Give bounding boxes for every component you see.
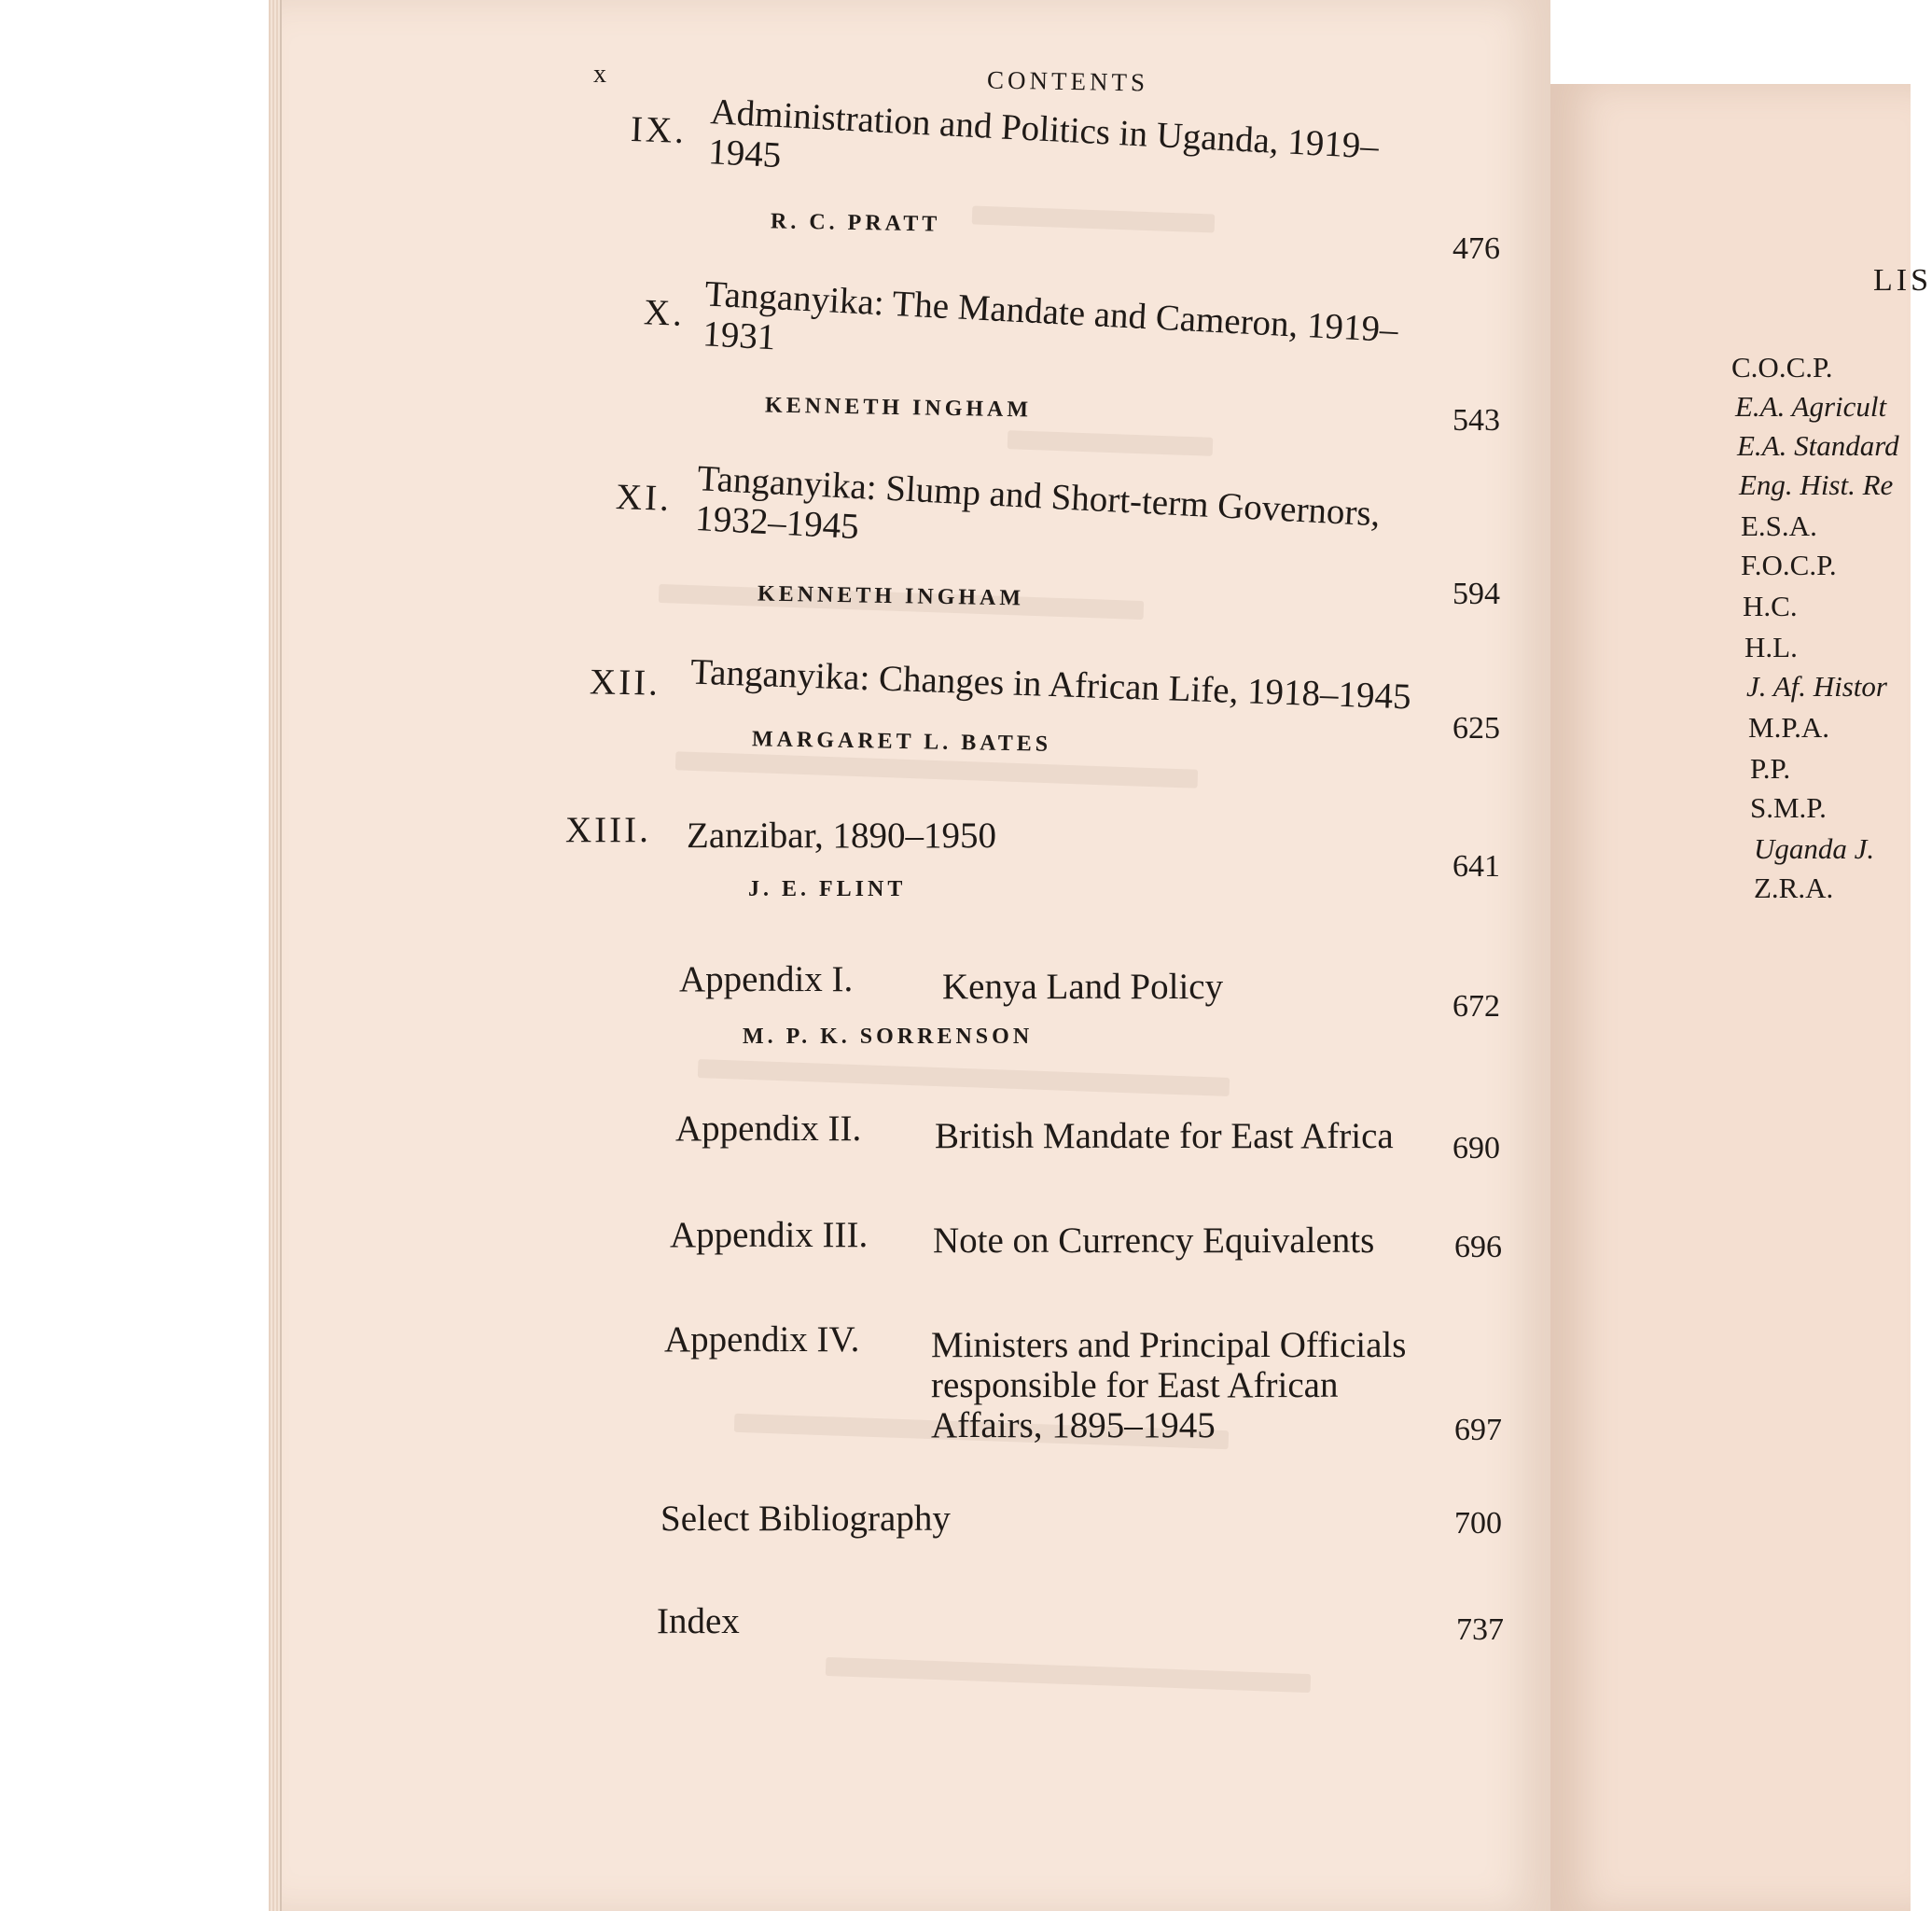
appendix-author-i: M. P. K. SORRENSON <box>743 1025 1034 1049</box>
chapter-number-xiii: XIII. <box>565 810 651 850</box>
right-book-page <box>1550 84 1911 1911</box>
chapter-title-xiii: Zanzibar, 1890–1950 <box>687 816 997 856</box>
index-page: 737 <box>1456 1612 1504 1647</box>
abbreviation-item: E.S.A. <box>1741 509 1817 542</box>
chapter-author-ix: R. C. PRATT <box>770 209 941 237</box>
abbreviation-item: J. Af. Histor <box>1746 670 1887 703</box>
abbreviation-item: Uganda J. <box>1754 832 1875 865</box>
appendix-label-i: Appendix I. <box>679 959 854 999</box>
appendix-page-iv: 697 <box>1454 1413 1502 1447</box>
abbreviation-item: Z.R.A. <box>1754 872 1834 904</box>
abbreviation-item: C.O.C.P. <box>1731 351 1833 384</box>
running-head: CONTENTS <box>986 65 1149 97</box>
chapter-author-xii: MARGARET L. BATES <box>751 727 1052 757</box>
abbreviation-item: Eng. Hist. Re <box>1739 468 1894 501</box>
appendix-page-i: 672 <box>1452 989 1500 1024</box>
abbreviation-item: E.A. Standard <box>1737 429 1899 462</box>
abbreviation-item: S.M.P. <box>1750 791 1827 824</box>
folio: x <box>593 60 607 89</box>
appendix-label-iii: Appendix III. <box>670 1215 869 1255</box>
chapter-author-x: KENNETH INGHAM <box>764 393 1033 423</box>
chapter-title-ix: Administration and Politics in Uganda, 1919–1945 <box>707 91 1380 176</box>
appendix-title-iii: Note on Currency Equivalents <box>933 1221 1375 1261</box>
select-bibliography-title: Select Bibliography <box>660 1499 951 1539</box>
chapter-number-ix: IX. <box>630 108 688 152</box>
abbreviation-item: P.P. <box>1750 752 1791 785</box>
appendix-title-ii: British Mandate for East Africa <box>935 1116 1394 1156</box>
chapter-title-xii: Tanganyika: Changes in African Life, 1918–1945 <box>689 651 1412 718</box>
chapter-author-xi: KENNETH INGHAM <box>757 581 1025 611</box>
chapter-title-x: Tanganyika: The Mandate and Cameron, 1919–1931 <box>702 273 1399 358</box>
abbreviation-item: E.A. Agricult <box>1735 390 1887 423</box>
chapter-author-xiii: J. E. FLINT <box>748 877 907 901</box>
index-title: Index <box>657 1601 740 1641</box>
abbreviation-item: F.O.C.P. <box>1741 549 1837 581</box>
appendix-label-iv: Appendix IV. <box>664 1319 860 1360</box>
chapter-number-x: X. <box>643 292 686 334</box>
chapter-number-xii: XII. <box>589 662 661 704</box>
appendix-title-iv: Ministers and Principal Officials responsible for East African Affairs, 1895–1945 <box>931 1325 1407 1445</box>
right-page-title-fragment: LIS <box>1873 263 1932 298</box>
appendix-title-i: Kenya Land Policy <box>942 967 1224 1007</box>
abbreviation-item: H.L. <box>1744 631 1798 663</box>
appendix-page-ii: 690 <box>1452 1131 1500 1165</box>
chapter-title-xi: Tanganyika: Slump and Short-term Governors, 1932–1945 <box>694 458 1382 548</box>
chapter-page-ix: 476 <box>1452 231 1500 266</box>
appendix-page-iii: 696 <box>1454 1230 1502 1264</box>
chapter-number-xi: XI. <box>615 476 673 520</box>
appendix-label-ii: Appendix II. <box>675 1109 862 1149</box>
select-bibliography-page: 700 <box>1454 1506 1502 1541</box>
chapter-page-xii: 625 <box>1452 711 1500 746</box>
chapter-page-x: 543 <box>1452 403 1500 438</box>
chapter-page-xi: 594 <box>1452 577 1500 611</box>
abbreviation-item: H.C. <box>1743 590 1798 622</box>
chapter-page-xiii: 641 <box>1452 849 1500 884</box>
abbreviation-item: M.P.A. <box>1748 711 1830 744</box>
